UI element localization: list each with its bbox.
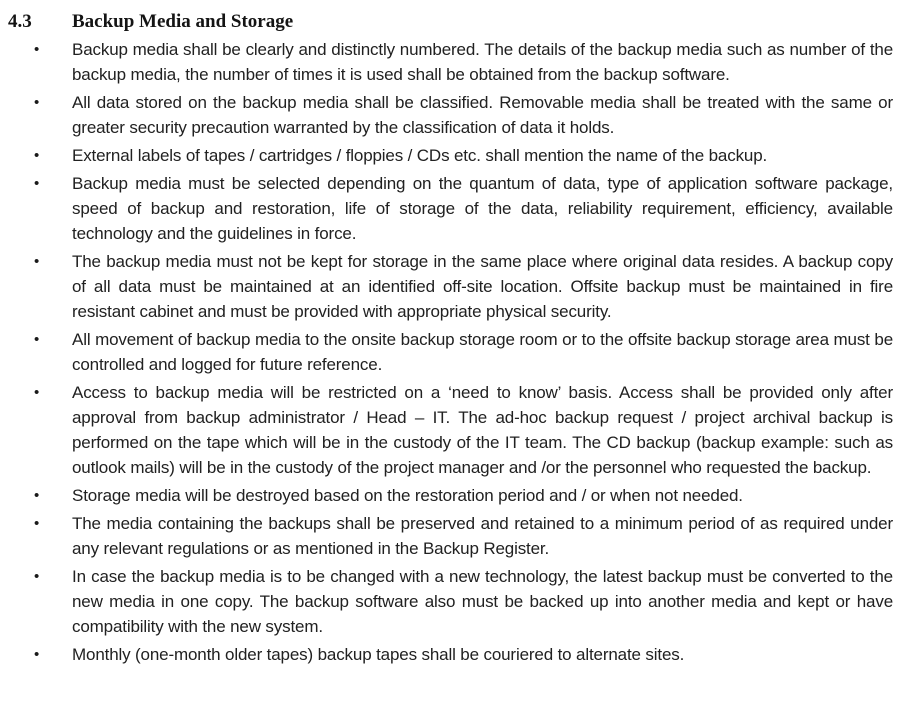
list-item (8, 642, 893, 667)
bullet-icon: • (34, 487, 40, 504)
bullet-text: External labels of tapes / cartridges / floppies / CDs etc. shall mention the name of the backup. (72, 146, 768, 165)
bullet-text: The media containing the backups shall be preserved and retained to a minimum period of as required under any relevant regulations or as mentioned in the Backup Register. (72, 514, 893, 558)
bullet-icon: • (34, 568, 40, 585)
list-item (8, 564, 893, 639)
bullet-text: In case the backup media is to be changed with a new technology, the latest backup must be converted to the new media in one copy. The backup software also must be backed up into another media and kept or have compatibility with the new system. (72, 567, 893, 636)
list-item (8, 483, 893, 508)
list-item (8, 37, 893, 87)
bullet-text: Backup media shall be clearly and distinctly numbered. The details of the backup media such as number of the backup media, the number of times it is used shall be obtained from the backup software. (72, 40, 893, 84)
list-item (8, 171, 893, 246)
section-heading (8, 9, 893, 34)
section-title: Backup Media and Storage (72, 11, 294, 32)
bullet-text: Access to backup media will be restricted on a ‘need to know’ basis. Access shall be provided only after approval from backup administrator / Head – IT. The ad-hoc backup request / project archival backup is performed on the tape which will be in the custody of the IT team. The CD backup (backup example: such as outlook mails) will be in the custody of the project manager and /or the personnel who requested the backup. (72, 383, 893, 477)
bullet-text: Storage media will be destroyed based on the restoration period and / or when not needed. (72, 486, 743, 505)
bullet-icon: • (34, 94, 40, 111)
list-item (8, 380, 893, 480)
bullet-icon: • (34, 147, 40, 164)
list-item (8, 90, 893, 140)
list-item (8, 327, 893, 377)
bullet-icon: • (34, 331, 40, 348)
bullet-icon: • (34, 515, 40, 532)
bullet-list (8, 37, 893, 667)
bullet-icon: • (34, 646, 40, 663)
bullet-text: Monthly (one-month older tapes) backup tapes shall be couriered to alternate sites. (72, 645, 685, 664)
bullet-icon: • (34, 384, 40, 401)
bullet-icon: • (34, 41, 40, 58)
bullet-icon: • (34, 175, 40, 192)
list-item (8, 143, 893, 168)
section-number: 4.3 (8, 11, 32, 32)
bullet-text: All data stored on the backup media shall be classified. Removable media shall be treated with the same or greater security precaution warranted by the classification of data it holds. (72, 93, 893, 137)
list-item (8, 249, 893, 324)
bullet-text: The backup media must not be kept for storage in the same place where original data resides. A backup copy of all data must be maintained at an identified off-site location. Offsite backup must be maintained in fire resistant cabinet and must be provided with appropriate physical security. (72, 252, 893, 321)
bullet-text: Backup media must be selected depending on the quantum of data, type of application software package, speed of backup and restoration, life of storage of the data, reliability requirement, efficiency, available technology and the guidelines in force. (72, 174, 893, 243)
list-item (8, 511, 893, 561)
bullet-text: All movement of backup media to the onsite backup storage room or to the offsite backup storage area must be controlled and logged for future reference. (72, 330, 893, 374)
bullet-icon: • (34, 253, 40, 270)
